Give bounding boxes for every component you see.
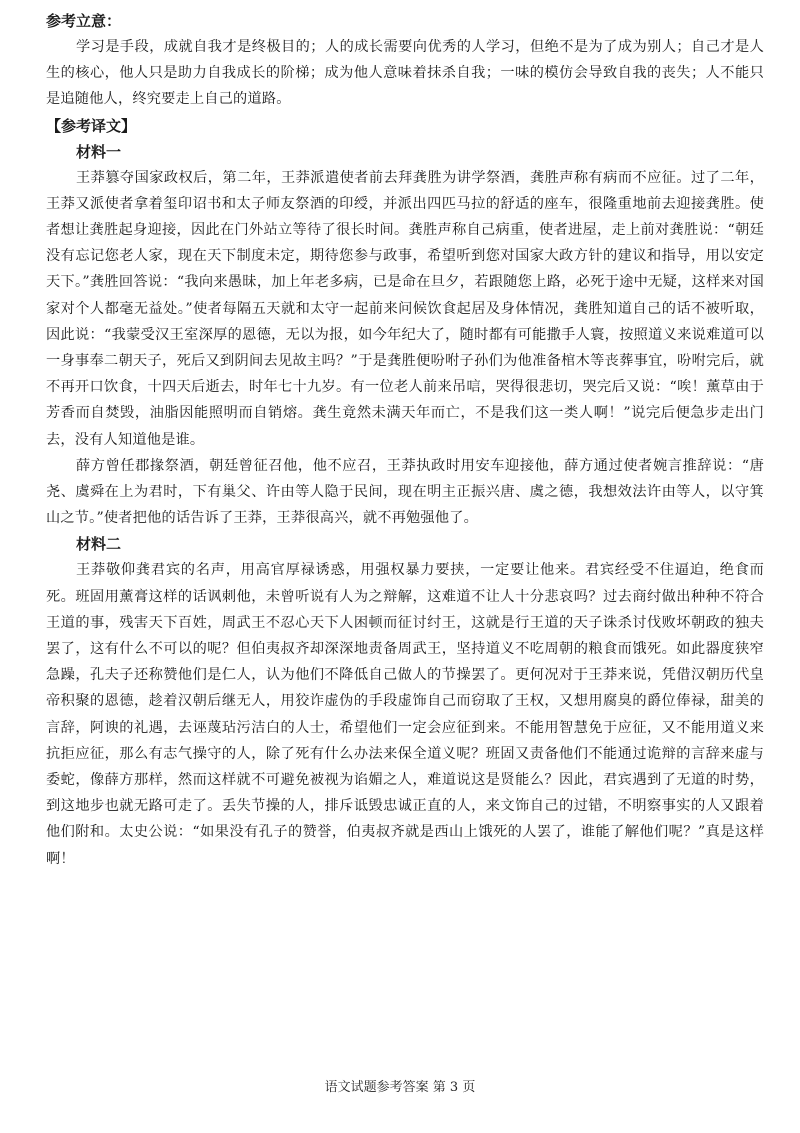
material-two-paragraph-1: 王莽敬仰龚君宾的名声，用高官厚禄诱惑，用强权暴力要挟，一定要让他来。君宾经受不住逼迫，绝食而死。班固用薰膏这样的话讽刺他，未曾听说有人为之辩解，这难道不让人十分悲哀吗？过去商纣做出种种不符合王道的事，残害天下百姓，周武王不忍心天下人困顿而征讨纣王，这就是行王道的天子诛杀讨伐败坏朝政的独夫罢了，这有什么不可以的呢？但伯夷叔齐却深深地责备周武王，坚持道义不吃周朝的粮食而饿死。如此器度狭窄急躁，孔夫子还称赞他们是仁人，认为他们不降低自己做人的节操罢了。更何况对于王莽来说，凭借汉朝历代皇帝积聚的恩德，趁着汉朝后继无人，用狡诈虚伪的手段虚饰自己而窃取了王权，又想用腐臭的爵位俸禄，甜美的言辞，阿谀的礼遇，去诬蔑玷污洁白的人士，希望他们一定会应征到来。不能用智慧免于应征，又不能用道义来抗拒应征，那么有志气操守的人，除了死有什么办法来保全道义呢？班固又责备他们不能通过诡辩的言辞来虚与委蛇，像薛方那样，然而这样就不可避免被视为谄媚之人，难道说这是贤能么？因此，君宾遇到了无道的时势，到这地步也就无路可走了。丢失节操的人，排斥诋毁忠诚正直的人，来文饰自己的过错，不明察事实的人又跟着他们附和。太史公说：“如果没有孔子的赞誉，伯夷叔齐就是西山上饿死的人罢了，谁能了解他们呢？”真是这样啊！ (46, 562, 764, 867)
translation-heading: 【参考译文】 (46, 116, 137, 135)
material-one-paragraph-1: 王莽篡夺国家政权后，第二年，王莽派遣使者前去拜龚胜为讲学祭酒，龚胜声称有病而不应征。过了二年，王莽又派使者拿着玺印诏书和太子师友祭酒的印绶，并派出四匹马拉的舒适的座车，很隆重地前去迎接龚胜。使者想让龚胜起身迎接，因此在门外站立等待了很长时间。龚胜声称自己病重，使者进屋，走上前对龚胜说：“朝廷没有忘记您老人家，现在天下制度未定，期待您参与政事，希望听到您对国家大政方针的建议和指导，用以安定天下。”龚胜回答说：“我向来愚昧，加上年老多病，已是命在旦夕，若跟随您上路，必死于途中无疑，这样来对国家对个人都毫无益处。”使者每隔五天就和太守一起前来问候饮食起居及身体情况，龚胜知道自己的话不被听取，因此说：“我蒙受汉王室深厚的恩德，无以为报，如今年纪大了，随时都有可能撒手人寰，按照道义来说难道可以一身事奉二朝天子，死后又到阴间去见故主吗？”于是龚胜便吩咐子孙们为他准备棺木等丧葬事宜，吩咐完后，就不再开口饮食，十四天后逝去，时年七十九岁。有一位老人前来吊唁，哭得很悲切，哭完后又说：“唉！薰草由于芳香而自焚毁，油脂因能照明而自销熔。龚生竟然未满天年而亡，不是我们这一类人啊！”说完后便急步走出门去，没有人知道他是谁。 (46, 169, 764, 448)
material-two-title: 材料二 (76, 535, 122, 554)
material-one-paragraph-2: 薛方曾任郡掾祭酒，朝廷曾征召他，他不应召，王莽执政时用安车迎接他，薛方通过使者婉言推辞说：“唐尧、虞舜在上为君时，下有巢父、许由等人隐于民间，现在明主正振兴唐、虞之德，我想效法许由等人，以守箕山之节。”使者把他的话告诉了王莽，王莽很高兴，就不再勉强他了。 (46, 457, 764, 527)
material-one-title: 材料一 (76, 142, 122, 161)
answer-page (46, 8, 764, 872)
intent-heading: 参考立意： (46, 12, 122, 30)
page-footer: 语文试题参考答案 第 3 页 (324, 1080, 476, 1095)
intent-paragraph: 学习是手段，成就自我才是终极目的；人的成长需要向优秀的人学习，但绝不是为了成为别人；自己才是人生的核心，他人只是助力自我成长的阶梯；成为他人意味着抹杀自我；一味的模仿会导致自我的丧失；人不能只是追随他人，终究要走上自己的道路。 (46, 39, 764, 108)
